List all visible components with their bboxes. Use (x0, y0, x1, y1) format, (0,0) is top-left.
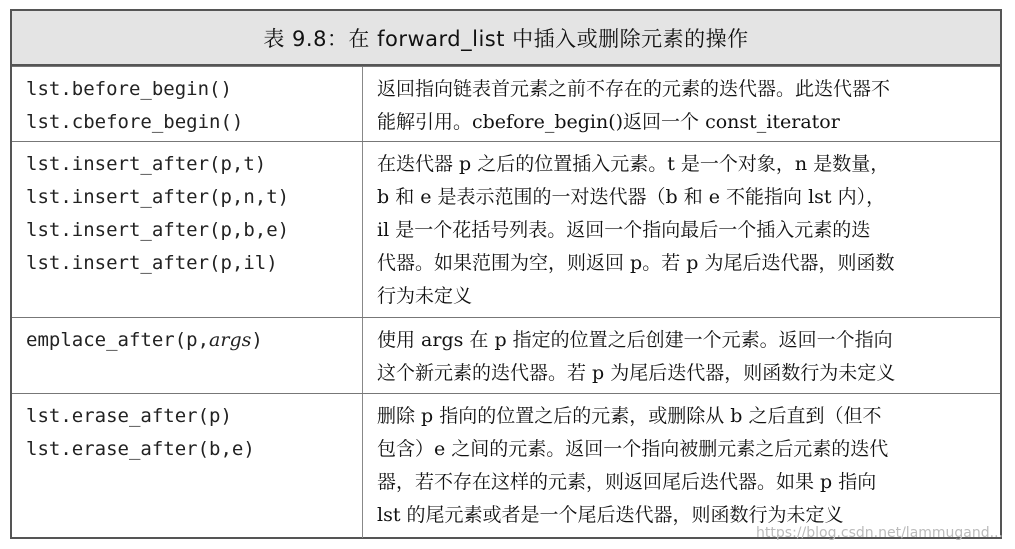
description-text: 行为未定义 (377, 285, 473, 307)
operation-text: lst.insert_after(p,n,t) (26, 186, 290, 208)
operation-prefix: emplace_after(p, (26, 329, 210, 351)
description-cell (363, 67, 1000, 141)
operation-cell (12, 67, 363, 141)
operation-text: lst.cbefore_begin() (26, 111, 244, 133)
operation-args: args (209, 329, 252, 351)
description-text: 使用 args 在 p 指定的位置之后创建一个元素。返回一个指向 (377, 329, 893, 351)
operation-text: lst.insert_after(p,il) (26, 252, 278, 274)
operation-text: lst.erase_after(p) (26, 405, 232, 427)
operation-suffix: ) (251, 329, 263, 351)
operation-text: lst.insert_after(p,t) (26, 153, 267, 175)
operation-cell (12, 394, 363, 538)
description-text: 代器。如果范围为空，则返回 p。若 p 为尾后迭代器，则函数 (377, 252, 895, 274)
table-row (12, 141, 1000, 317)
operation-text: lst.before_begin() (26, 78, 232, 100)
operation-cell (12, 318, 363, 393)
operations-table (10, 9, 1002, 539)
table-row (12, 393, 1000, 538)
description-text: lst 的尾元素或者是一个尾后迭代器，则函数行为未定义 (377, 504, 844, 526)
operation-text: lst.erase_after(b,e) (26, 438, 255, 460)
description-text: il 是一个花括号列表。返回一个指向最后一个插入元素的迭 (377, 219, 871, 241)
table-row (12, 66, 1000, 141)
description-text: 器，若不存在这样的元素，则返回尾后迭代器。如果 p 指向 (377, 471, 877, 493)
description-text: b 和 e 是表示范围的一对迭代器（b 和 e 不能指向 lst 内）， (377, 186, 886, 208)
description-text: 删除 p 指向的位置之后的元素，或删除从 b 之后直到（但不 (377, 405, 882, 427)
description-text: 这个新元素的迭代器。若 p 为尾后迭代器，则函数行为未定义 (377, 362, 896, 384)
description-cell (363, 394, 1000, 538)
description-cell (363, 318, 1000, 393)
watermark: https://blog.csdn.net/lammugand... (756, 525, 1003, 541)
operation-text (26, 324, 362, 357)
description-text: 返回指向链表首元素之前不存在的元素的迭代器。此迭代器不 (377, 78, 891, 100)
description-cell (363, 142, 1000, 317)
operation-text: lst.insert_after(p,b,e) (26, 219, 290, 241)
table-row (12, 317, 1000, 393)
description-text: 在迭代器 p 之后的位置插入元素。t 是一个对象，n 是数量， (377, 153, 890, 175)
description-text: 包含）e 之间的元素。返回一个指向被删元素之后元素的迭代 (377, 438, 889, 460)
operation-cell (12, 142, 363, 317)
description-text: 能解引用。cbefore_begin()返回一个 const_iterator (377, 111, 840, 133)
table-title: 表 9.8：在 forward_list 中插入或删除元素的操作 (12, 11, 1000, 66)
